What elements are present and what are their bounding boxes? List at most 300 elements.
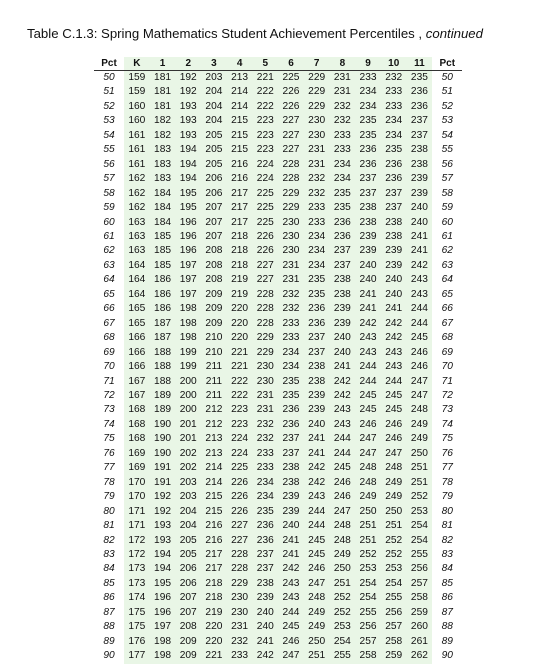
- pct-cell: 71: [441, 375, 453, 387]
- pct-cell: 81: [103, 520, 115, 532]
- pct-cell: 74: [103, 418, 115, 430]
- caption-main: Table C.1.3: Spring Mathematics Student Achievement Percentiles ,: [27, 26, 423, 41]
- score-cell: 181: [150, 71, 176, 86]
- score-cell: 165: [124, 302, 150, 316]
- pct-cell: 86: [103, 592, 115, 604]
- table-row: [94, 114, 462, 128]
- score-cell: 221: [227, 360, 253, 374]
- score-cell: 259: [381, 649, 407, 663]
- score-cell: 254: [407, 519, 433, 533]
- score-cell: 251: [407, 476, 433, 490]
- score-cell: 237: [252, 562, 278, 576]
- score-cell: 223: [252, 143, 278, 157]
- score-cell: 207: [201, 201, 227, 215]
- score-cell: 238: [278, 461, 304, 475]
- score-cell: 239: [381, 259, 407, 273]
- score-cell: 239: [330, 317, 356, 331]
- score-cell: 214: [227, 85, 253, 99]
- score-cell: 229: [304, 100, 330, 114]
- score-cell: 257: [407, 577, 433, 591]
- score-cell: 258: [381, 635, 407, 649]
- score-cell: 181: [150, 85, 176, 99]
- score-cell: 207: [175, 606, 201, 620]
- score-cell: 231: [278, 273, 304, 287]
- pct-cell: 65: [103, 288, 115, 300]
- score-cell: 228: [278, 158, 304, 172]
- score-cell: 218: [201, 591, 227, 605]
- pct-cell: 73: [103, 404, 115, 416]
- score-cell: 255: [355, 606, 381, 620]
- score-cell: 252: [330, 591, 356, 605]
- score-cell: 195: [175, 187, 201, 201]
- score-cell: 245: [278, 620, 304, 634]
- score-cell: 244: [278, 606, 304, 620]
- pct-cell: 52: [103, 100, 115, 112]
- score-cell: 227: [278, 143, 304, 157]
- score-cell: 246: [381, 418, 407, 432]
- score-cell: 233: [330, 129, 356, 143]
- score-cell: 196: [150, 591, 176, 605]
- score-cell: 239: [407, 172, 433, 186]
- score-cell: 233: [304, 201, 330, 215]
- score-cell: 249: [304, 606, 330, 620]
- score-cell: 200: [175, 375, 201, 389]
- score-cell: 251: [407, 461, 433, 475]
- score-cell: 175: [124, 606, 150, 620]
- score-cell: 247: [355, 447, 381, 461]
- score-cell: 216: [227, 172, 253, 186]
- score-cell: 182: [150, 114, 176, 128]
- pct-cell: 50: [441, 72, 453, 83]
- score-cell: 189: [150, 403, 176, 417]
- score-cell: 194: [150, 562, 176, 576]
- score-cell: 243: [381, 346, 407, 360]
- score-cell: 196: [175, 216, 201, 230]
- score-cell: 245: [381, 389, 407, 403]
- score-cell: 239: [278, 490, 304, 504]
- pct-cell: 51: [441, 86, 453, 98]
- score-cell: 246: [330, 490, 356, 504]
- score-cell: 236: [304, 302, 330, 316]
- score-cell: 238: [381, 216, 407, 230]
- score-cell: 240: [355, 259, 381, 273]
- score-cell: 218: [227, 244, 253, 258]
- score-cell: 196: [175, 244, 201, 258]
- score-cell: 242: [381, 317, 407, 331]
- score-cell: 241: [330, 360, 356, 374]
- score-cell: 228: [252, 288, 278, 302]
- header-grade: 1: [150, 57, 176, 71]
- score-cell: 235: [330, 201, 356, 215]
- score-cell: 168: [124, 432, 150, 446]
- score-cell: 239: [278, 505, 304, 519]
- pct-cell: 55: [441, 144, 453, 156]
- score-cell: 163: [124, 216, 150, 230]
- score-cell: 256: [381, 606, 407, 620]
- table-row: [94, 360, 462, 374]
- score-cell: 233: [330, 143, 356, 157]
- score-cell: 213: [227, 71, 253, 86]
- score-cell: 233: [381, 85, 407, 99]
- score-cell: 237: [381, 187, 407, 201]
- score-cell: 228: [227, 548, 253, 562]
- score-cell: 207: [201, 230, 227, 244]
- score-cell: 207: [175, 591, 201, 605]
- score-cell: 232: [252, 432, 278, 446]
- score-cell: 240: [381, 288, 407, 302]
- score-cell: 236: [330, 216, 356, 230]
- pct-cell: 69: [441, 346, 453, 358]
- score-cell: 246: [407, 360, 433, 374]
- score-cell: 172: [124, 534, 150, 548]
- score-cell: 222: [227, 389, 253, 403]
- score-cell: 229: [227, 577, 253, 591]
- score-cell: 255: [407, 548, 433, 562]
- score-cell: 226: [252, 244, 278, 258]
- pct-cell: 59: [441, 202, 453, 214]
- score-cell: 204: [175, 505, 201, 519]
- score-cell: 250: [407, 447, 433, 461]
- score-cell: 233: [252, 461, 278, 475]
- score-cell: 254: [355, 577, 381, 591]
- pct-cell: 60: [441, 216, 453, 228]
- score-cell: 191: [150, 476, 176, 490]
- score-cell: 164: [124, 259, 150, 273]
- score-cell: 217: [201, 562, 227, 576]
- table-row: [94, 403, 462, 417]
- score-cell: 230: [227, 606, 253, 620]
- score-cell: 249: [407, 418, 433, 432]
- score-cell: 221: [201, 649, 227, 663]
- header-grade: 9: [355, 57, 381, 71]
- score-cell: 245: [330, 461, 356, 475]
- score-cell: 205: [175, 534, 201, 548]
- score-cell: 183: [150, 172, 176, 186]
- score-cell: 232: [381, 71, 407, 86]
- score-cell: 233: [381, 100, 407, 114]
- score-cell: 232: [304, 187, 330, 201]
- score-cell: 256: [407, 562, 433, 576]
- pct-cell: 89: [441, 635, 453, 647]
- score-cell: 241: [407, 244, 433, 258]
- score-cell: 183: [150, 158, 176, 172]
- score-cell: 241: [407, 230, 433, 244]
- score-cell: 206: [175, 577, 201, 591]
- score-cell: 229: [278, 201, 304, 215]
- score-cell: 235: [330, 187, 356, 201]
- table-row: [94, 620, 462, 634]
- score-cell: 217: [227, 201, 253, 215]
- score-cell: 166: [124, 346, 150, 360]
- pct-cell: 70: [103, 361, 115, 373]
- score-cell: 251: [355, 534, 381, 548]
- pct-cell: 65: [441, 288, 453, 300]
- score-cell: 198: [150, 635, 176, 649]
- score-cell: 230: [227, 591, 253, 605]
- pct-cell: 87: [103, 606, 115, 618]
- score-cell: 232: [330, 114, 356, 128]
- score-cell: 236: [304, 317, 330, 331]
- score-cell: 241: [252, 635, 278, 649]
- score-cell: 217: [227, 187, 253, 201]
- score-cell: 212: [201, 418, 227, 432]
- score-cell: 238: [355, 201, 381, 215]
- score-cell: 239: [252, 591, 278, 605]
- pct-cell: 50: [103, 72, 115, 83]
- pct-cell: 68: [441, 332, 453, 344]
- pct-cell: 75: [441, 433, 453, 445]
- score-cell: 191: [150, 461, 176, 475]
- score-cell: 224: [227, 432, 253, 446]
- score-cell: 238: [330, 288, 356, 302]
- score-cell: 246: [330, 476, 356, 490]
- score-cell: 176: [124, 635, 150, 649]
- score-cell: 198: [175, 317, 201, 331]
- score-cell: 245: [381, 403, 407, 417]
- score-cell: 214: [227, 100, 253, 114]
- score-cell: 220: [227, 302, 253, 316]
- score-cell: 161: [124, 158, 150, 172]
- score-cell: 252: [407, 490, 433, 504]
- score-cell: 258: [355, 649, 381, 663]
- table-row: [94, 562, 462, 576]
- table-row: [94, 635, 462, 649]
- score-cell: 166: [124, 360, 150, 374]
- score-cell: 249: [355, 490, 381, 504]
- table-row: [94, 534, 462, 548]
- pct-cell: 85: [103, 577, 115, 589]
- pct-cell: 61: [103, 230, 115, 242]
- score-cell: 222: [252, 85, 278, 99]
- score-cell: 228: [252, 302, 278, 316]
- table-row: [94, 100, 462, 114]
- score-cell: 233: [278, 331, 304, 345]
- pct-cell: 84: [441, 563, 453, 575]
- score-cell: 196: [150, 606, 176, 620]
- score-cell: 238: [407, 143, 433, 157]
- score-cell: 237: [330, 244, 356, 258]
- header-grade: 11: [407, 57, 433, 71]
- score-cell: 192: [150, 505, 176, 519]
- score-cell: 262: [407, 649, 433, 663]
- score-cell: 234: [381, 114, 407, 128]
- score-cell: 234: [252, 490, 278, 504]
- score-cell: 215: [227, 143, 253, 157]
- score-cell: 243: [381, 360, 407, 374]
- score-cell: 227: [227, 519, 253, 533]
- score-cell: 186: [150, 302, 176, 316]
- score-cell: 249: [330, 548, 356, 562]
- score-cell: 186: [150, 273, 176, 287]
- table-row: [94, 317, 462, 331]
- score-cell: 162: [124, 201, 150, 215]
- score-cell: 230: [278, 230, 304, 244]
- score-cell: 164: [124, 273, 150, 287]
- pct-cell: 79: [103, 491, 115, 503]
- score-cell: 170: [124, 490, 150, 504]
- score-cell: 234: [252, 476, 278, 490]
- score-cell: 231: [330, 85, 356, 99]
- pct-cell: 73: [441, 404, 453, 416]
- pct-cell: 87: [441, 606, 453, 618]
- score-cell: 177: [124, 649, 150, 663]
- score-cell: 247: [407, 389, 433, 403]
- score-cell: 222: [252, 100, 278, 114]
- score-cell: 230: [252, 360, 278, 374]
- score-cell: 250: [330, 562, 356, 576]
- score-cell: 226: [227, 476, 253, 490]
- score-cell: 194: [175, 158, 201, 172]
- pct-cell: 83: [103, 548, 115, 560]
- score-cell: 190: [150, 432, 176, 446]
- score-cell: 197: [175, 273, 201, 287]
- pct-cell: 75: [103, 433, 115, 445]
- score-cell: 208: [175, 620, 201, 634]
- header-grade: 7: [304, 57, 330, 71]
- score-cell: 238: [304, 360, 330, 374]
- score-cell: 190: [150, 418, 176, 432]
- score-cell: 192: [175, 85, 201, 99]
- pct-cell: 77: [441, 462, 453, 474]
- table-row: [94, 519, 462, 533]
- score-cell: 203: [175, 476, 201, 490]
- score-cell: 231: [252, 403, 278, 417]
- score-cell: 227: [278, 114, 304, 128]
- score-cell: 255: [330, 649, 356, 663]
- score-cell: 202: [175, 447, 201, 461]
- score-cell: 240: [407, 216, 433, 230]
- score-cell: 243: [407, 288, 433, 302]
- pct-cell: 53: [103, 115, 115, 127]
- pct-cell: 68: [103, 332, 115, 344]
- score-cell: 223: [252, 114, 278, 128]
- score-cell: 244: [330, 447, 356, 461]
- score-cell: 167: [124, 389, 150, 403]
- table-row: [94, 172, 462, 186]
- score-cell: 222: [227, 375, 253, 389]
- score-cell: 225: [252, 216, 278, 230]
- score-cell: 159: [124, 71, 150, 86]
- score-cell: 236: [330, 230, 356, 244]
- table-row: [94, 418, 462, 432]
- header-pct: Pct: [432, 57, 462, 71]
- score-cell: 241: [304, 447, 330, 461]
- score-cell: 198: [175, 331, 201, 345]
- score-cell: 247: [381, 447, 407, 461]
- score-cell: 255: [381, 591, 407, 605]
- score-cell: 240: [330, 346, 356, 360]
- pct-cell: 55: [103, 144, 115, 156]
- score-cell: 229: [278, 187, 304, 201]
- pct-cell: 52: [441, 100, 453, 112]
- score-cell: 227: [227, 534, 253, 548]
- score-cell: 163: [124, 244, 150, 258]
- score-cell: 247: [278, 649, 304, 663]
- score-cell: 235: [355, 129, 381, 143]
- score-cell: 258: [407, 591, 433, 605]
- score-cell: 238: [278, 476, 304, 490]
- score-cell: 232: [227, 635, 253, 649]
- percentile-table-container: [94, 57, 458, 664]
- header-grade: 6: [278, 57, 304, 71]
- score-cell: 245: [304, 534, 330, 548]
- score-cell: 198: [175, 302, 201, 316]
- score-cell: 220: [201, 620, 227, 634]
- score-cell: 231: [227, 620, 253, 634]
- table-row: [94, 490, 462, 504]
- score-cell: 248: [407, 403, 433, 417]
- score-cell: 234: [278, 360, 304, 374]
- score-cell: 253: [355, 562, 381, 576]
- score-cell: 252: [355, 548, 381, 562]
- score-cell: 202: [175, 461, 201, 475]
- score-cell: 214: [201, 476, 227, 490]
- score-cell: 187: [150, 331, 176, 345]
- score-cell: 236: [355, 158, 381, 172]
- score-cell: 215: [227, 114, 253, 128]
- pct-cell: 56: [441, 158, 453, 170]
- score-cell: 242: [381, 331, 407, 345]
- pct-cell: 57: [103, 173, 115, 185]
- score-cell: 229: [252, 346, 278, 360]
- score-cell: 238: [381, 230, 407, 244]
- score-cell: 246: [355, 418, 381, 432]
- score-cell: 173: [124, 562, 150, 576]
- score-cell: 226: [227, 490, 253, 504]
- pct-cell: 69: [103, 346, 115, 358]
- score-cell: 170: [124, 476, 150, 490]
- score-cell: 217: [227, 216, 253, 230]
- score-cell: 237: [355, 172, 381, 186]
- score-cell: 218: [227, 230, 253, 244]
- score-cell: 241: [381, 302, 407, 316]
- pct-cell: 66: [103, 303, 115, 315]
- pct-cell: 67: [103, 317, 115, 329]
- score-cell: 247: [304, 577, 330, 591]
- score-cell: 242: [304, 461, 330, 475]
- pct-cell: 72: [103, 389, 115, 401]
- score-cell: 250: [304, 635, 330, 649]
- score-cell: 238: [355, 216, 381, 230]
- score-cell: 223: [252, 129, 278, 143]
- score-cell: 197: [150, 620, 176, 634]
- score-cell: 248: [330, 519, 356, 533]
- score-cell: 224: [252, 158, 278, 172]
- score-cell: 206: [175, 562, 201, 576]
- pct-cell: 80: [441, 505, 453, 517]
- score-cell: 236: [407, 85, 433, 99]
- score-cell: 229: [304, 71, 330, 86]
- score-cell: 238: [407, 158, 433, 172]
- score-cell: 184: [150, 201, 176, 215]
- score-cell: 251: [381, 519, 407, 533]
- score-cell: 251: [355, 519, 381, 533]
- score-cell: 238: [252, 577, 278, 591]
- score-cell: 193: [150, 519, 176, 533]
- pct-cell: 64: [103, 274, 115, 286]
- score-cell: 230: [304, 114, 330, 128]
- score-cell: 182: [150, 129, 176, 143]
- score-cell: 251: [330, 577, 356, 591]
- score-cell: 209: [175, 635, 201, 649]
- score-cell: 259: [407, 606, 433, 620]
- score-cell: 241: [304, 432, 330, 446]
- score-cell: 218: [227, 259, 253, 273]
- score-cell: 227: [252, 273, 278, 287]
- score-cell: 161: [124, 143, 150, 157]
- score-cell: 241: [278, 548, 304, 562]
- pct-cell: 70: [441, 361, 453, 373]
